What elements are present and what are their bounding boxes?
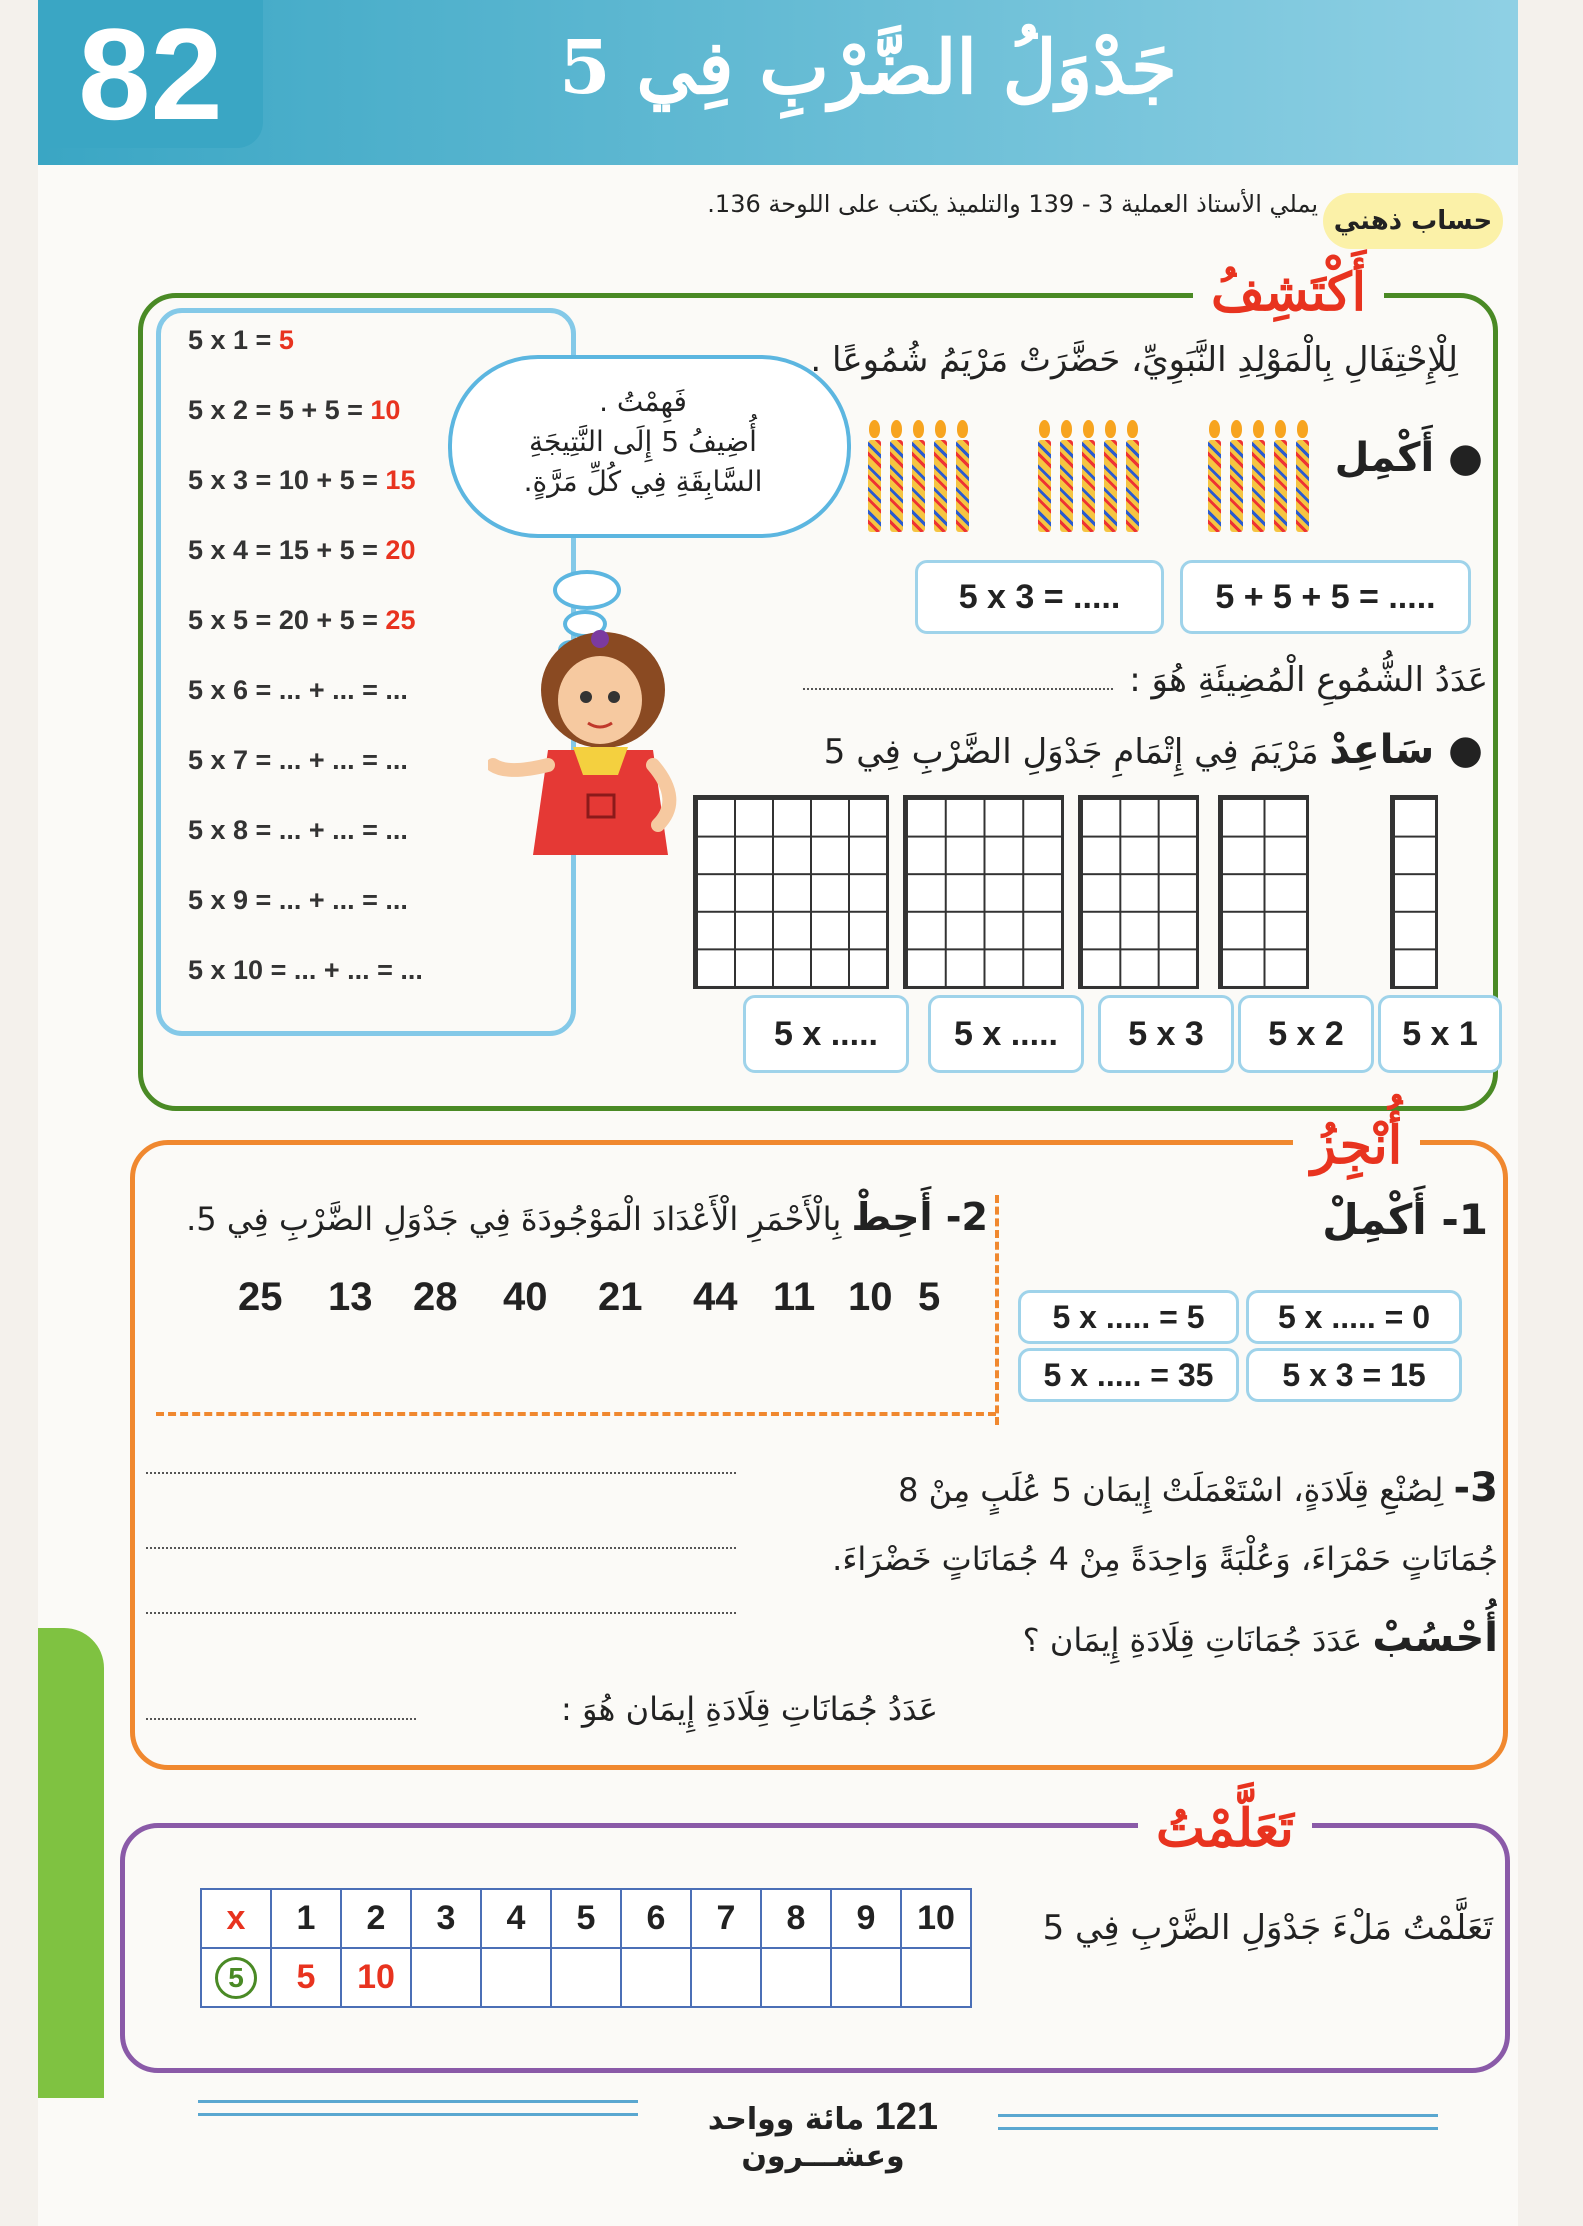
equation-row [188, 885, 548, 916]
candle-count-label: عَدَدُ الشُّمُوعِ الْمُضِيئَةِ هُوَ : [1129, 660, 1488, 700]
equation-expression: 5 x 6 = ... + ... = ... [188, 675, 408, 705]
counting-grid [1390, 795, 1438, 989]
exercise1-cell[interactable]: 5 x 3 = 15 [1246, 1348, 1462, 1402]
exercise1-cell[interactable]: 5 x ..... = 35 [1018, 1348, 1239, 1402]
table-cell: 5 [271, 1948, 341, 2007]
candle-icon [1296, 440, 1309, 532]
candle-icon [1038, 440, 1051, 532]
table-header-cell: 6 [621, 1889, 691, 1948]
equation-row [188, 395, 548, 426]
counting-grid [1078, 795, 1199, 989]
candle-icon [1252, 440, 1265, 532]
exercise3-work-line[interactable] [146, 1612, 736, 1614]
flame-icon [1083, 420, 1094, 438]
table-header-cell: 1 [271, 1889, 341, 1948]
flame-icon [1105, 420, 1116, 438]
mental-math-badge: حساب ذهني [1323, 193, 1503, 249]
learned-title: تَعَلَّمْتُ [1138, 1798, 1312, 1859]
flame-icon [957, 420, 968, 438]
discover-intro: لِلْإِحْتِفَالِ بِالْمَوْلِدِ النَّبَوِيِّ، حَضَّرَتْ مَرْيَمُ شُمُوعًا . [810, 340, 1458, 380]
table-row [201, 1889, 971, 1948]
equation-expression: 5 x 1 = [188, 325, 279, 355]
counting-grid [903, 795, 1064, 989]
candle-icon [912, 440, 925, 532]
candle-icon [956, 440, 969, 532]
flame-icon [1297, 420, 1308, 438]
equation-row [188, 465, 548, 496]
flame-icon [1127, 420, 1138, 438]
table-cell[interactable] [691, 1948, 761, 2007]
flame-icon [1253, 420, 1264, 438]
textbook-page [38, 0, 1518, 2226]
learned-text: تَعَلَّمْتُ مَلْءَ جَدْوَلِ الضَّرْبِ فِي 5 [1042, 1908, 1493, 1948]
grid-label-box[interactable]: 5 x 2 [1238, 995, 1374, 1073]
equation-result: 20 [385, 535, 416, 565]
flame-icon [1231, 420, 1242, 438]
exercise3-work-line[interactable] [146, 1547, 736, 1549]
bullet-icon: ● [1434, 727, 1483, 773]
candle-icon [1104, 440, 1117, 532]
table-cell[interactable] [831, 1948, 901, 2007]
exercise-divider [995, 1195, 999, 1425]
flame-icon [1275, 420, 1286, 438]
table-header-cell: 7 [691, 1889, 761, 1948]
equation-expression: 5 x 8 = ... + ... = ... [188, 815, 408, 845]
table-cell[interactable] [901, 1948, 971, 2007]
multiplication-answer-box[interactable]: 5 x 3 = ..... [915, 560, 1164, 634]
addition-answer-box[interactable]: 5 + 5 + 5 = ..... [1180, 560, 1471, 634]
equation-result: 10 [370, 395, 401, 425]
exercise1-cell[interactable]: 5 x ..... = 5 [1018, 1290, 1239, 1344]
candle-icon [1230, 440, 1243, 532]
equation-result: 25 [385, 605, 416, 635]
table-header-cell: 4 [481, 1889, 551, 1948]
candle-icon [868, 440, 881, 532]
circled-five: 5 [215, 1957, 257, 1999]
candidate-number[interactable]: 40 [503, 1275, 548, 1319]
equation-row [188, 535, 548, 566]
candle-icon [1274, 440, 1287, 532]
page-footer: 121 مائة وواحد وعشـــرون [707, 2096, 939, 2174]
table-row [201, 1948, 971, 2007]
exercise3-work-line[interactable] [146, 1472, 736, 1474]
page-title: جَدْوَلُ الضَّرْبِ فِي 5 [559, 25, 1177, 111]
equation-row [188, 325, 548, 356]
table-header-cell: x [201, 1889, 271, 1948]
grid-label-box[interactable]: 5 x 1 [1378, 995, 1502, 1073]
table-cell[interactable] [621, 1948, 691, 2007]
flame-icon [1209, 420, 1220, 438]
discover-title: أَكْتَشِفُ [1193, 262, 1384, 323]
table-header-cell: 9 [831, 1889, 901, 1948]
thought-cloud-text: فَهِمْتُ . أُضِيفُ 5 إِلَى النَّتِيجَةِ السَّابِقَةِ فِي كُلِّ مَرَّةٍ. [523, 385, 763, 498]
counting-grid [1218, 795, 1309, 989]
help-instruction: ● سَاعِدْ مَرْيَمَ فِي إِتْمَامِ جَدْوَلِ الضَّرْبِ فِي 5 [823, 727, 1483, 773]
candle-icon [1208, 440, 1221, 532]
exercise1-cell[interactable]: 5 x ..... = 0 [1246, 1290, 1462, 1344]
candidate-number[interactable]: 13 [328, 1275, 373, 1319]
exercise-divider [156, 1412, 996, 1416]
table-header-cell: 8 [761, 1889, 831, 1948]
table-cell [201, 1948, 271, 2007]
candidate-number[interactable]: 21 [598, 1275, 643, 1319]
candle-icon [890, 440, 903, 532]
footer-rule [198, 2100, 638, 2116]
equation-expression: 5 x 3 = 10 + 5 = [188, 465, 386, 495]
equation-expression: 5 x 5 = 20 + 5 = [188, 605, 386, 635]
equation-row [188, 955, 548, 986]
exercise3-answer-line[interactable] [146, 1718, 416, 1720]
equation-row [188, 605, 548, 636]
exercise3-line1: 3- لِصُنْعِ قِلَادَةٍ، اسْتَعْمَلَتْ إِيمَان 5 عُلَبٍ مِنْ 8 [898, 1465, 1498, 1511]
flame-icon [891, 420, 902, 438]
exercise3-line2: جُمَانَاتٍ حَمْرَاءَ، وَعُلْبَةً وَاحِدَةً مِنْ 4 جُمَانَاتٍ خَضْرَاءَ. [832, 1540, 1498, 1578]
candidate-number[interactable]: 11 [773, 1275, 816, 1319]
complete-instruction: ● أَكْمِل [1334, 435, 1483, 481]
exercise1-label: 1- أَكْمِلْ [1322, 1195, 1488, 1244]
candle-icon [1060, 440, 1073, 532]
flame-icon [1039, 420, 1050, 438]
equation-result: 15 [385, 465, 416, 495]
footer-rule [998, 2114, 1438, 2130]
thought-bubble-dot [553, 570, 621, 610]
mental-math-text: يملي الأستاذ العملية 3 - 139 والتلميذ يكتب على اللوحة 136. [707, 190, 1318, 218]
candidate-number[interactable]: 10 [848, 1275, 893, 1319]
bullet-icon: ● [1434, 435, 1483, 481]
candidate-number[interactable]: 44 [693, 1275, 738, 1319]
equation-row [188, 745, 548, 776]
grid-label-box[interactable]: 5 x ..... [743, 995, 909, 1073]
table-cell[interactable] [481, 1948, 551, 2007]
counting-grid [693, 795, 889, 989]
candle-icon [1082, 440, 1095, 532]
table-cell[interactable] [411, 1948, 481, 2007]
candle-count-answer-line[interactable] [803, 688, 1113, 690]
exercise3-answer-label: عَدَدُ جُمَانَاتِ قِلَادَةِ إِيمَان هُوَ : [561, 1690, 938, 1728]
candidate-number[interactable]: 28 [413, 1275, 458, 1319]
candidate-number[interactable]: 25 [238, 1275, 283, 1319]
table-header-cell: 10 [901, 1889, 971, 1948]
table-cell: 10 [341, 1948, 411, 2007]
equation-expression: 5 x 9 = ... + ... = ... [188, 885, 408, 915]
grid-label-box[interactable]: 5 x 3 [1098, 995, 1234, 1073]
flame-icon [935, 420, 946, 438]
equation-expression: 5 x 10 = ... + ... = ... [188, 955, 423, 985]
table-header-cell: 3 [411, 1889, 481, 1948]
flame-icon [869, 420, 880, 438]
candidate-number[interactable]: 5 [918, 1275, 941, 1319]
equation-expression: 5 x 7 = ... + ... = ... [188, 745, 408, 775]
table-header-cell: 2 [341, 1889, 411, 1948]
equation-row [188, 675, 548, 706]
multiplication-table [200, 1888, 972, 2008]
equation-expression: 5 x 4 = 15 + 5 = [188, 535, 386, 565]
achieve-title: أُنْجِزُ [1293, 1115, 1420, 1176]
candle-icon [934, 440, 947, 532]
table-header-cell: 5 [551, 1889, 621, 1948]
candle-icon [1126, 440, 1139, 532]
flame-icon [1061, 420, 1072, 438]
table-cell[interactable] [551, 1948, 621, 2007]
equation-row [188, 815, 548, 846]
exercise3-question: أُحْسُبْ عَدَدَ جُمَانَاتِ قِلَادَةِ إِيمَان ؟ [1022, 1615, 1498, 1661]
equation-result: 5 [278, 325, 294, 355]
exercise2-instruction: 2- أَحِطْ بِالْأَحْمَرِ الْأَعْدَادَ الْمَوْجُودَةَ فِي جَدْوَلِ الضَّرْبِ فِي 5. [186, 1195, 988, 1239]
page-number-tab: 82 [38, 0, 263, 148]
equation-expression: 5 x 2 = 5 + 5 = [188, 395, 371, 425]
grid-label-box[interactable]: 5 x ..... [928, 995, 1084, 1073]
flame-icon [913, 420, 924, 438]
green-margin-strip [38, 1628, 104, 2098]
table-cell[interactable] [761, 1948, 831, 2007]
